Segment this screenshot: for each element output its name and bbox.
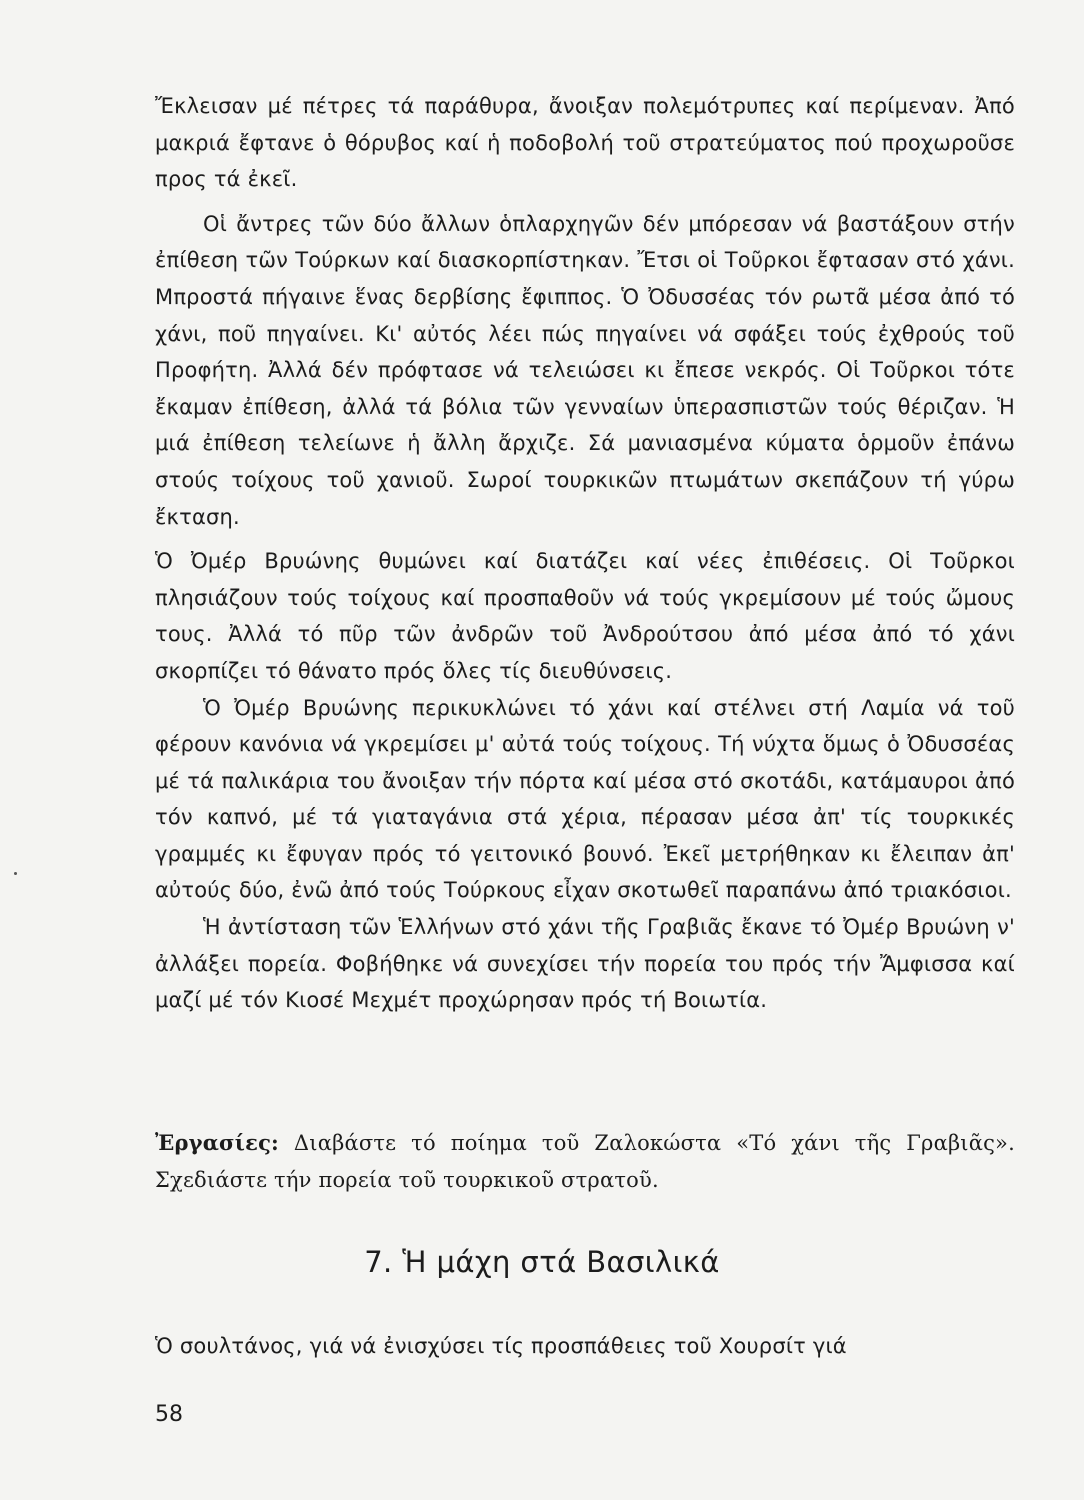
chapter-title: 7. Ἡ μάχη στά Βασιλικά bbox=[364, 1245, 720, 1279]
paragraph-1: Ἔκλεισαν μέ πέτρες τά παράθυρα, ἄνοιξαν πολεμότρυπες καί περίμεναν. Ἀπό μακριά ἔφτανε ὁ θόρυβος καί ἡ ποδοβολή τοῦ στρατεύματος πού προχωροῦσε πρoς τά ἐκεῖ. bbox=[155, 94, 1015, 192]
page-number: 58 bbox=[155, 1402, 183, 1427]
exercises-paragraph bbox=[155, 1125, 1015, 1198]
scan-speck bbox=[14, 872, 17, 875]
paragraph-4: Ὁ Ὀμέρ Βρυώνης περικυκλώνει τό χάνι καί στέλνει στή Λαμία νά τοῦ φέρουν κανόνια νά γκρεμίσει μ' αὐτά τούς τοίχους. Τή νύχτα ὅμως ὁ Ὀδυσσέας μέ τά παλικάρια του ἄνοιξαν τήν πόρτα καί μέσα στό σκοτάδι, κατάμαυροι ἀπό τόν καπνό, μέ τά γιαταγάνια στά χέρια, πέρασαν μέσα ἀπ' τίς τουρκικές γραμμές κι ἔφυγαν πρός τό γειτονικό βουνό. Ἐκεῖ μετρήθηκαν κι ἔλειπαν ἀπ' αὐτούς δύο, ἐνῶ ἀπό τούς Τούρκους εἶχαν σκοτωθεῖ παραπάνω ἀπό τριακόσιοι. bbox=[155, 695, 1015, 903]
chapter-opening-line: Ὁ σουλτάνος, γιά νά ἐνισχύσει τίς προσπάθειες τοῦ Χουρσίτ γιά bbox=[155, 1334, 847, 1358]
exercises-block bbox=[155, 1125, 1015, 1198]
main-text bbox=[155, 88, 1015, 1019]
paragraph-2: Οἱ ἄντρες τῶν δύο ἄλλων ὁπλαρχηγῶν δέν μπόρεσαν νά βαστάξουν στήν ἐπίθεση τῶν Τούρκων καί διασκορπίστηκαν. Ἔτσι οἱ Τοῦρκοι ἔφτασαν στό χάνι. Μπροστά πήγαινε ἕνας δερβίσης ἔφιππος. Ὁ Ὀδυσσέας τόν ρωτᾶ μέσα ἀπό τό χάνι, ποῦ πηγαίνει. Κι' αὐτός λέει πώς πηγαίνει νά σφάξει τούς ἐχθρούς τοῦ Προφήτη. Ἀλλά δέν πρόφτασε νά τελειώσει κι ἔπεσε νεκρός. Οἱ Τοῦρκοι τότε ἔκαμαν ἐπίθεση, ἀλλά τά βόλια τῶν γενναίων ὑπερασπιστῶν τούς θέριζαν. Ἡ μιά ἐπίθεση τελείωνε ἡ ἄλλη ἄρχιζε. Σά μανιασμένα κύματα ὁρμοῦν ἐπάνω στούς τοίχους τοῦ χανιοῦ. Σωροί τουρκικῶν πτωμάτων σκεπάζουν τή γύρω ἔκταση. bbox=[155, 211, 1015, 529]
paragraph-5: Ἡ ἀντίσταση τῶν Ἑλλήνων στό χάνι τῆς Γραβιᾶς ἔκανε τό Ὀμέρ Βρυώνη ν' ἀλλάξει πορεία. Φοβήθηκε νά συνεχίσει τήν πορεία του πρός τήν Ἄμφισσα καί μαζί μέ τόν Κιοσέ Μεχμέτ προχώρησαν πρός τή Βοιωτία. bbox=[155, 915, 1015, 1013]
paragraph-3: Ὁ Ὀμέρ Βρυώνης θυμώνει καί διατάζει καί νέες ἐπιθέσεις. Οἱ Τοῦρκοι πλησιάζουν τούς τοίχους καί προσπαθοῦν νά τούς γκρεμίσουν μέ τούς ὤμους τους. Ἀλλά τό πῦρ τῶν ἀνδρῶν τοῦ Ἀνδρούτσου ἀπό μέσα ἀπό τό χάνι σκορπίζει τό θάνατο πρός ὅλες τίς διευθύνσεις. bbox=[155, 549, 1015, 683]
chapter-text bbox=[155, 1328, 1015, 1365]
exercises-text: Διαβάστε τό ποίημα τοῦ Ζαλοκώστα «Τό χάνι τῆς Γραβιᾶς». Σχεδιάστε τήν πορεία τοῦ τουρκικοῦ στρατοῦ. bbox=[155, 1131, 1015, 1192]
exercises-label: Ἐργασίες: bbox=[155, 1130, 280, 1155]
